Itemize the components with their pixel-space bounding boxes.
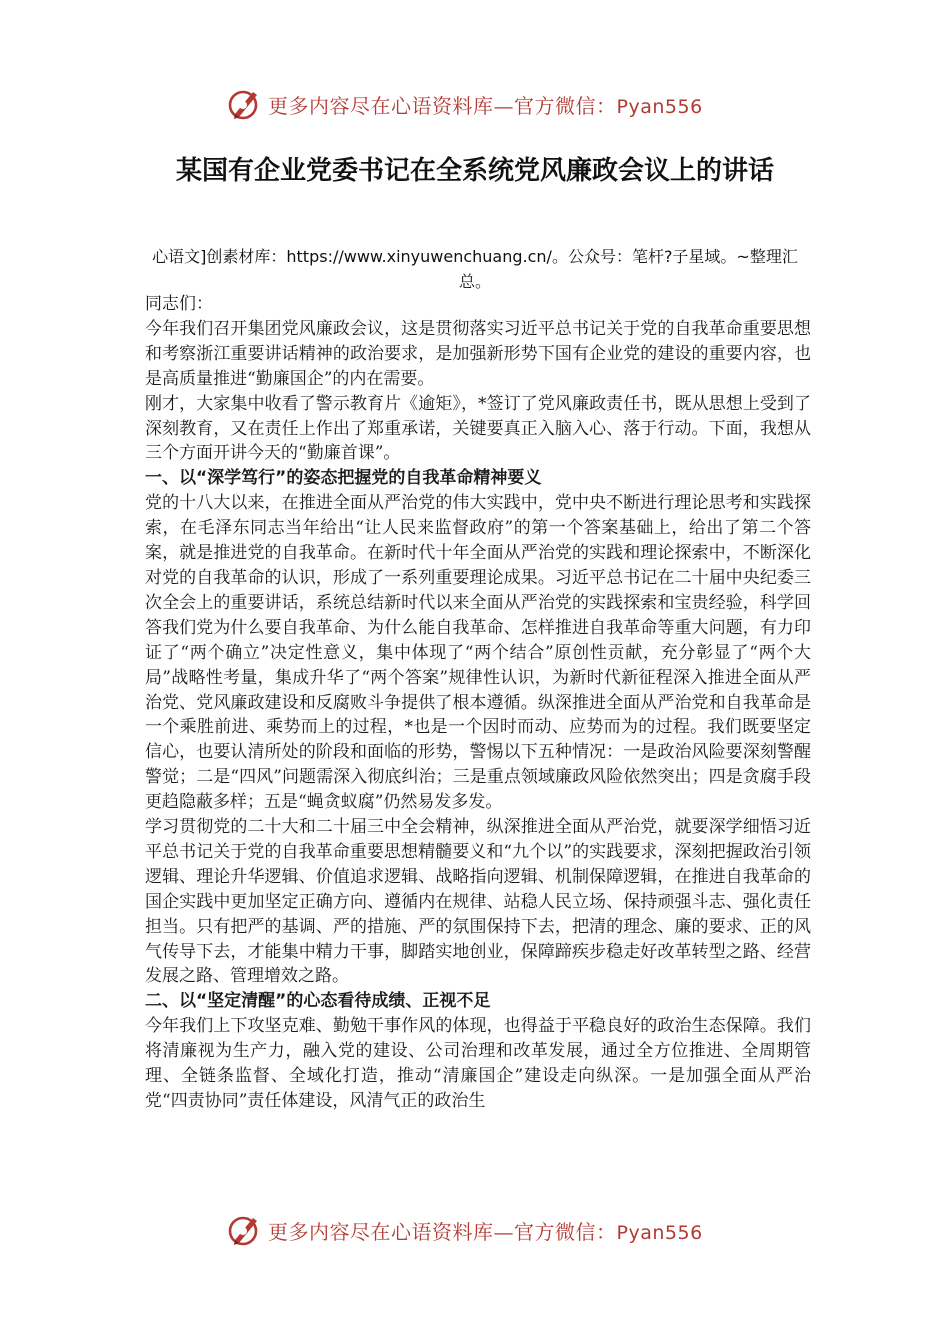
section-heading: 一、以“深学笃行”的姿态把握党的自我革命精神要义 [145,468,542,489]
section-heading: 二、以“坚定清醒”的心态看待成绩、正视不足 [145,991,491,1012]
paragraph: 今年我们召开集团党风廉政会议，这是贯彻落实习近平总书记关于党的自我革命重要思想和考察浙江重要讲话精神的政治要求，是加强新形势下国有企业党的建设的重要内容，也是高质量推进“勤廉国企”的内在需要。 [145,318,811,389]
paragraph: 今年我们上下攻坚克难、勤勉干事作风的体现，也得益于平稳良好的政治生态保障。我们将清廉视为生产力，融入党的建设、公司治理和改革发展，通过全方位推进、全周期管理、全链条监督、全域化打造，推动“清廉国企”建设走向纵深。一是加强全面从严治党“四责协同”责任体建设，风清气正的政治生 [145,1016,811,1111]
watermark-handle: Pyan556 [616,1221,703,1244]
document-title: 某国有企业党委书记在全系统党风廉政会议上的讲话 [175,156,774,186]
paragraph: 刚才，大家集中收看了警示教育片《逾矩》，*签订了党风廉政责任书，既从思想上受到了深刻教育，又在责任上作出了郑重承诺，关键要真正入脑入心、落于行动。下面，我想从三个方面开讲今天的“勤廉首课”。 [145,393,811,464]
paragraph: 学习贯彻党的二十大和二十届三中全会精神，纵深推进全面从严治党，就要深学细悟习近平总书记关于党的自我革命重要思想精髓要义和“九个以”的实践要求，深刻把握政治引领逻辑、理论升华逻辑、价值追求逻辑、战略指向逻辑、机制保障逻辑，在推进自我革命的国企实践中更加坚定正确方向、遵循内在规律、站稳人民立场、保持顽强斗志、强化责任担当。只有把严的基调、严的措施、严的氛围保持下去，把清的理念、廉的要求、正的风气传导下去，才能集中精力干事，脚踏实地创业，保障蹄疾步稳走好改革转型之路、经营发展之路、管理增效之路。 [145,817,811,987]
watermark-handle: Pyan556 [616,95,703,118]
watermark-text: 更多内容尽在心语资料库—官方微信：Pyan556 [268,1219,703,1244]
source-line: 心语文]创素材库：https://www.xinyuwenchuang.cn/。公众号：笔杆?子星域。~整理汇总。 [152,247,798,291]
document-body [145,292,811,1111]
pen-circle-logo-icon [226,86,262,122]
watermark-text: 更多内容尽在心语资料库—官方微信：Pyan556 [268,93,703,118]
pen-circle-logo-icon [226,1212,262,1248]
header-watermark-banner [226,84,746,124]
salutation: 同志们： [145,294,213,314]
paragraph: 党的十八大以来，在推进全面从严治党的伟大实践中，党中央不断进行理论思考和实践探索，在毛泽东同志当年给出“让人民来监督政府”的第一个答案基础上，给出了第二个答案，就是推进党的自我革命。在新时代十年全面从严治党的实践和理论探索中，不断深化对党的自我革命的认识，形成了一系列重要理论成果。习近平总书记在二十届中央纪委三次全会上的重要讲话，系统总结新时代以来全面从严治党的实践探索和宝贵经验，科学回答我们党为什么要自我革命、为什么能自我革命、怎样推进自我革命等重大问题，有力印证了“两个确立”决定性意义，集中体现了“两个结合”原创性贡献，充分彰显了“两个大局”战略性考量，集成升华了“两个答案”规律性认识，为新时代新征程深入推进全面从严治党、党风廉政建设和反腐败斗争提供了根本遵循。纵深推进全面从严治党和自我革命是一个乘胜前进、乘势而上的过程，*也是一个因时而动、应势而为的过程。我们既要坚定信心，也要认清所处的阶段和面临的形势，警惕以下五种情况：一是政治风险要深刻警醒警觉；二是“四风”问题需深入彻底纠治；三是重点领域廉政风险依然突出；四是贪腐手段更趋隐蔽多样；五是“蝇贪蚁腐”仍然易发多发。 [145,493,811,813]
footer-watermark-banner [226,1210,746,1250]
